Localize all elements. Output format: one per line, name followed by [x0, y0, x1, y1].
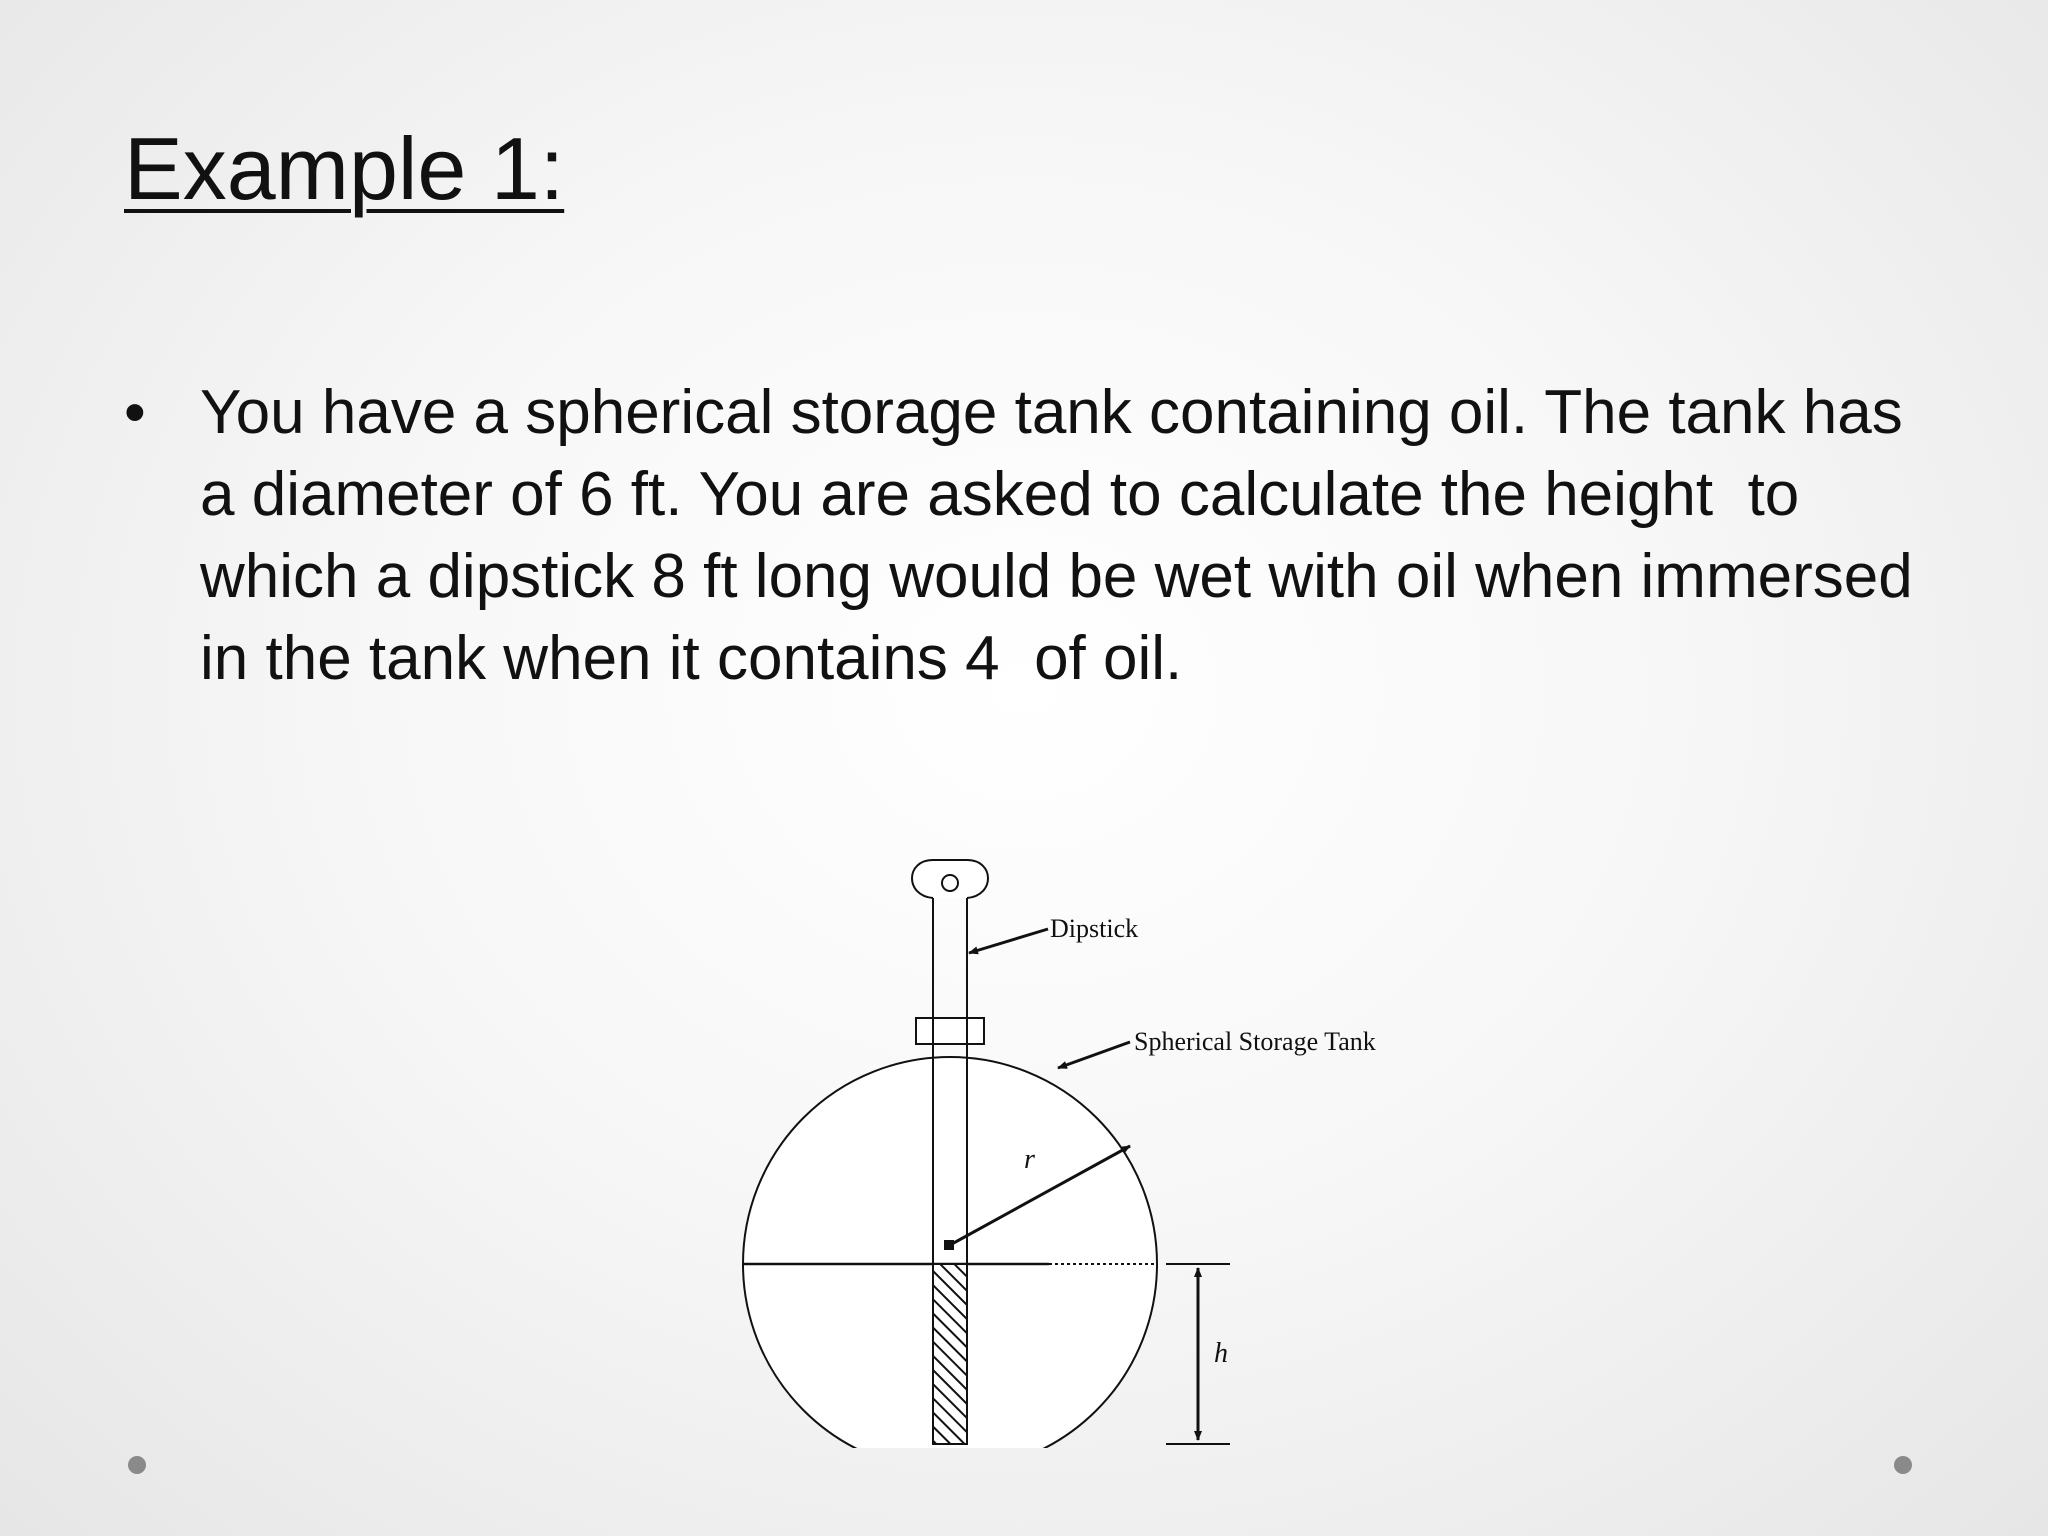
tank-label: Spherical Storage Tank	[1134, 1027, 1376, 1056]
bullet-marker: •	[124, 378, 146, 447]
height-label: h	[1214, 1338, 1228, 1369]
dipstick-label: Dipstick	[1050, 914, 1139, 943]
dipstick-pointer	[969, 929, 1048, 953]
bullet-item	[124, 372, 1944, 700]
slide-title: Example 1:	[124, 119, 565, 218]
tank-collar	[916, 1018, 984, 1044]
dipstick-wet-portion	[933, 1264, 967, 1444]
radius-label: r	[1024, 1144, 1035, 1175]
bullet-list	[124, 372, 1944, 700]
dipstick-handle-hole	[942, 875, 958, 891]
tank-pointer	[1058, 1042, 1130, 1068]
bullet-text: You have a spherical storage tank containing oil. The tank has a diameter of 6 ft. You are asked to calculate the height to which a dipstick 8 ft long would be wet with oil when immersed in the tank when it contains 4 of oil.	[200, 378, 1930, 693]
spherical-tank-diagram	[728, 848, 1408, 1448]
slide-nav-dot-left	[128, 1456, 146, 1474]
slide-nav-dot-right	[1894, 1456, 1912, 1474]
